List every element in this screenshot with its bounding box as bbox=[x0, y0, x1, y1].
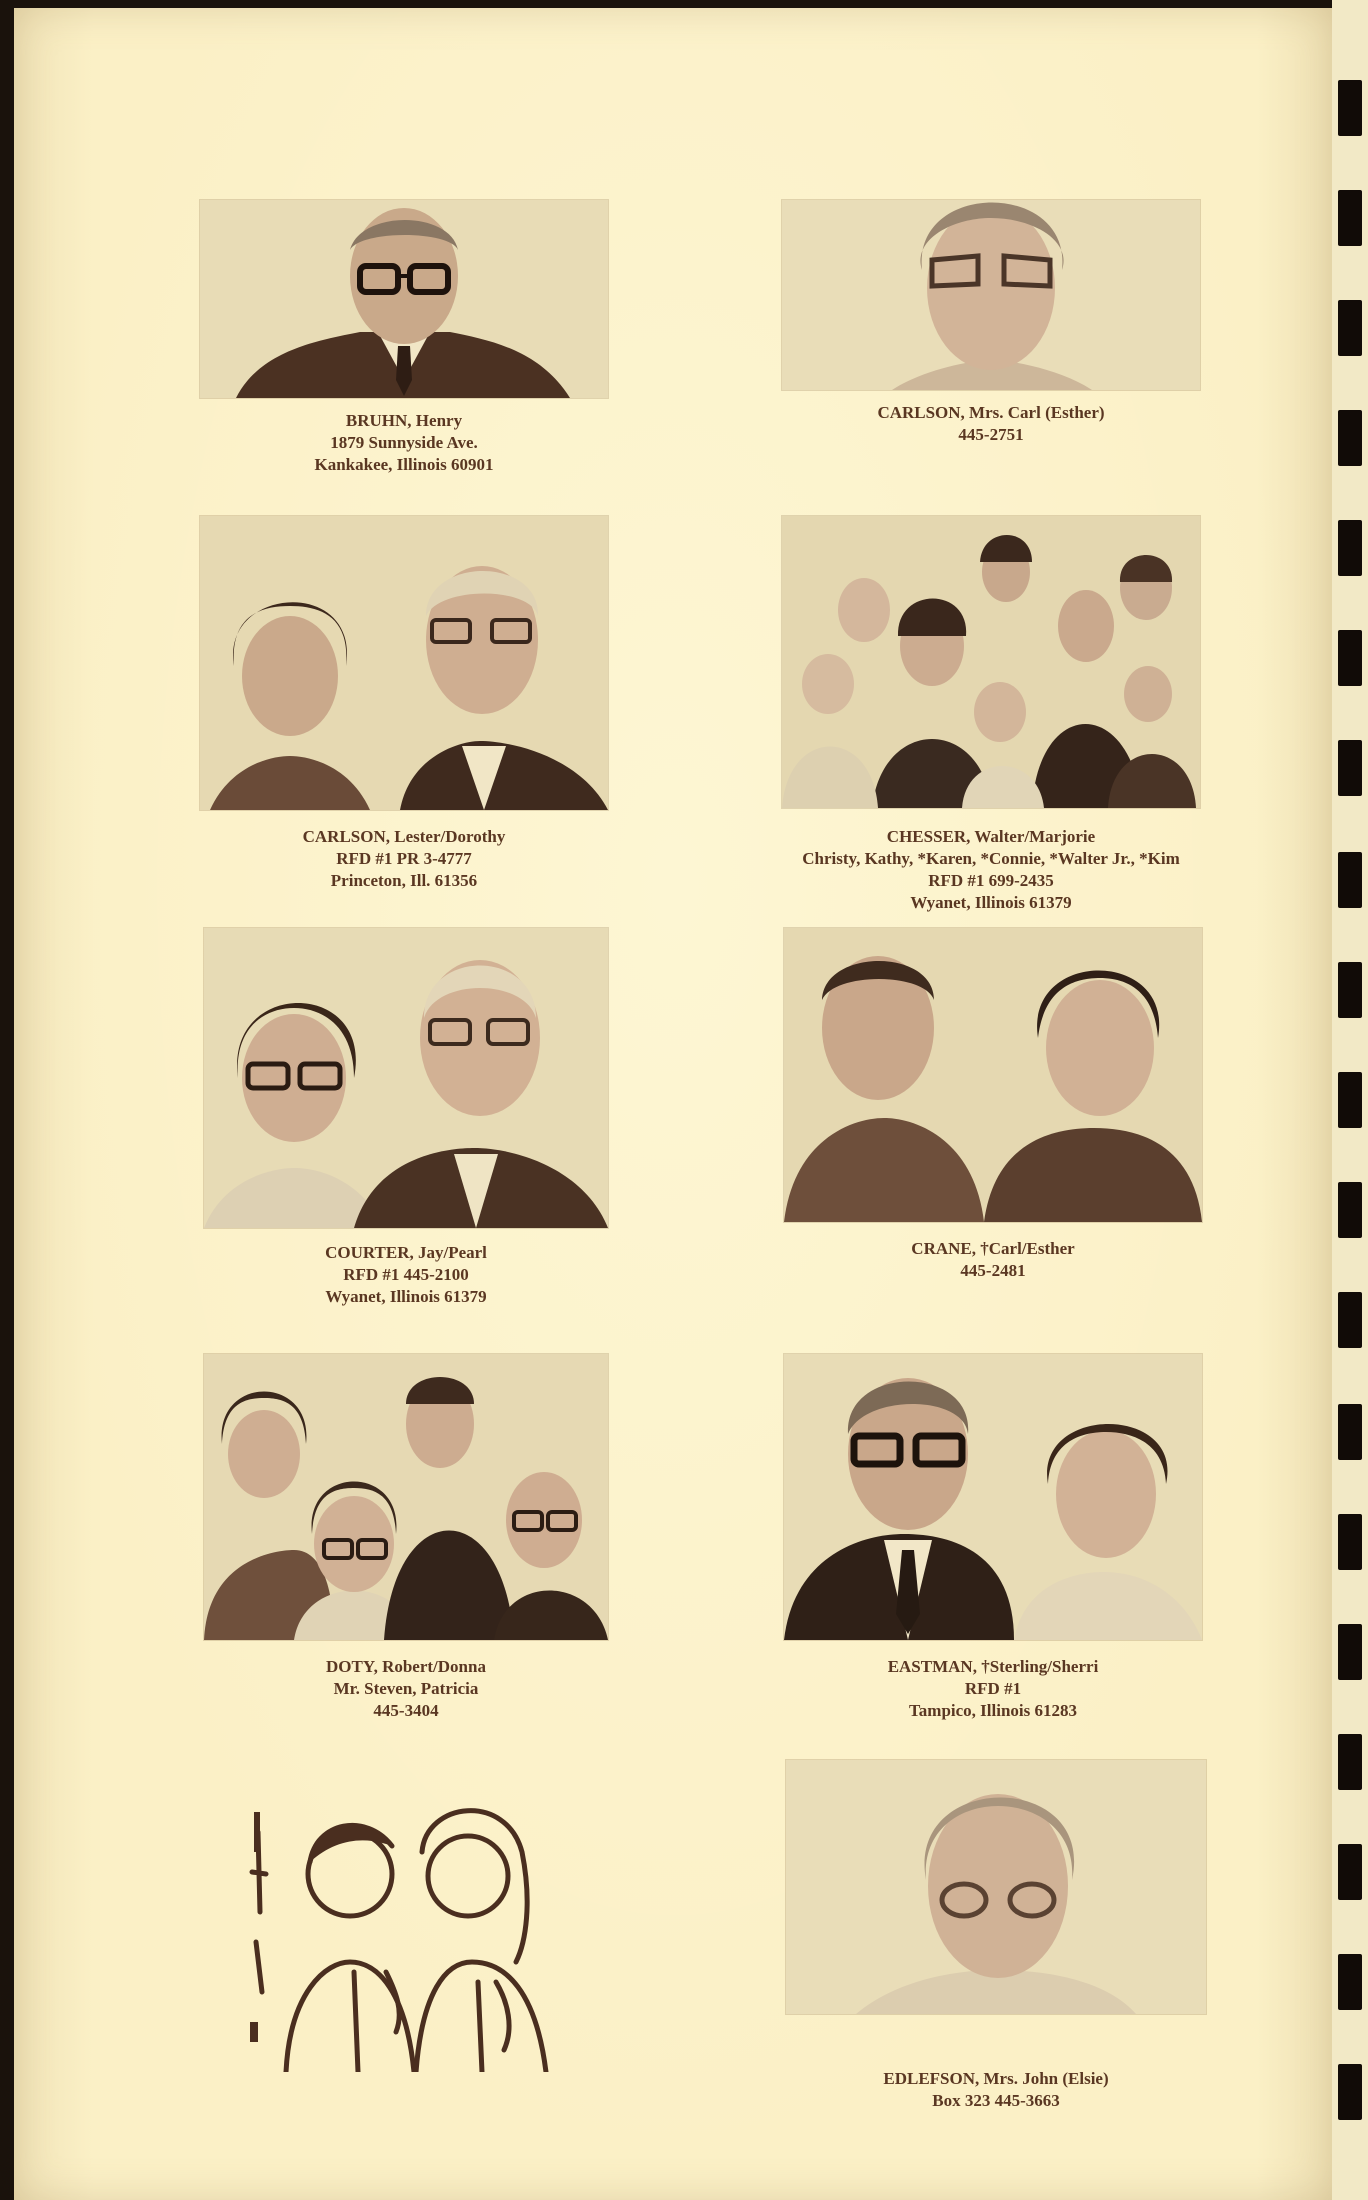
binding-hole bbox=[1338, 520, 1362, 576]
caption-edlefson bbox=[786, 2068, 1206, 2112]
entry-city: Princeton, Ill. 61356 bbox=[330, 871, 478, 890]
entry-address: 1879 Sunnyside Ave. bbox=[330, 433, 478, 452]
entry-address: Box 323 445-3663 bbox=[932, 2091, 1060, 2110]
binding-hole bbox=[1338, 1404, 1362, 1460]
caption-doty bbox=[204, 1656, 608, 1722]
praying-children-illustration bbox=[246, 1792, 586, 2072]
entry-children: Mr. Steven, Patricia bbox=[333, 1679, 479, 1698]
entry-name: CARLSON, Mrs. Carl (Esther) bbox=[877, 403, 1105, 422]
binding-hole bbox=[1338, 740, 1362, 796]
portrait-chesser-family bbox=[782, 516, 1200, 808]
caption-carlson-lester bbox=[200, 826, 608, 892]
entry-phone: 445-2751 bbox=[958, 425, 1024, 444]
caption-carlson-esther bbox=[782, 402, 1200, 446]
portrait-carlson-esther bbox=[782, 200, 1200, 390]
binding-hole bbox=[1338, 410, 1362, 466]
portrait-crane-carl-esther bbox=[784, 928, 1202, 1222]
binding-hole bbox=[1338, 190, 1362, 246]
binding-hole bbox=[1338, 1734, 1362, 1790]
binding-hole bbox=[1338, 1624, 1362, 1680]
caption-crane bbox=[784, 1238, 1202, 1282]
entry-name: CARLSON, Lester/Dorothy bbox=[302, 827, 506, 846]
entry-name: DOTY, Robert/Donna bbox=[326, 1657, 486, 1676]
binding-hole bbox=[1338, 962, 1362, 1018]
portrait-courter-jay-pearl bbox=[204, 928, 608, 1228]
entry-name: CRANE, †Carl/Esther bbox=[911, 1239, 1075, 1258]
binding-hole bbox=[1338, 1844, 1362, 1900]
binding-hole bbox=[1338, 1182, 1362, 1238]
entry-phone: 445-2481 bbox=[960, 1261, 1026, 1280]
entry-phone: 445-3404 bbox=[373, 1701, 439, 1720]
entry-name: EDLEFSON, Mrs. John (Elsie) bbox=[883, 2069, 1109, 2088]
entry-address: RFD #1 bbox=[964, 1679, 1022, 1698]
portrait-doty-family bbox=[204, 1354, 608, 1640]
spiral-binding bbox=[1332, 0, 1368, 2200]
binding-hole bbox=[1338, 80, 1362, 136]
binding-hole bbox=[1338, 1954, 1362, 2010]
portrait-edlefson-elsie bbox=[786, 1760, 1206, 2014]
binding-hole bbox=[1338, 1514, 1362, 1570]
caption-bruhn bbox=[200, 410, 608, 476]
caption-eastman bbox=[784, 1656, 1202, 1722]
entry-name: CHESSER, Walter/Marjorie bbox=[886, 827, 1096, 846]
entry-city: Wyanet, Illinois 61379 bbox=[910, 893, 1072, 912]
binding-hole bbox=[1338, 1072, 1362, 1128]
binding-hole bbox=[1338, 1292, 1362, 1348]
entry-address: RFD #1 PR 3-4777 bbox=[336, 849, 472, 868]
portrait-bruhn-henry bbox=[200, 200, 608, 398]
entry-name: EASTMAN, †Sterling/Sherri bbox=[887, 1657, 1099, 1676]
entry-name: BRUHN, Henry bbox=[345, 411, 463, 430]
entry-city: Tampico, Illinois 61283 bbox=[909, 1701, 1077, 1720]
entry-city: Wyanet, Illinois 61379 bbox=[325, 1287, 487, 1306]
caption-courter bbox=[204, 1242, 608, 1308]
portrait-carlson-lester-dorothy bbox=[200, 516, 608, 810]
binding-hole bbox=[1338, 2064, 1362, 2120]
binding-hole bbox=[1338, 630, 1362, 686]
binding-hole bbox=[1338, 852, 1362, 908]
entry-children: Christy, Kathy, *Karen, *Connie, *Walter Jr., *Kim bbox=[802, 849, 1180, 868]
entry-city: Kankakee, Illinois 60901 bbox=[314, 455, 494, 474]
entry-name: COURTER, Jay/Pearl bbox=[325, 1243, 487, 1262]
portrait-eastman-sterling-sherri bbox=[784, 1354, 1202, 1640]
caption-chesser bbox=[782, 826, 1200, 914]
entry-address: RFD #1 699-2435 bbox=[928, 871, 1054, 890]
entry-address: RFD #1 445-2100 bbox=[343, 1265, 469, 1284]
binding-hole bbox=[1338, 300, 1362, 356]
directory-page bbox=[14, 8, 1336, 2200]
